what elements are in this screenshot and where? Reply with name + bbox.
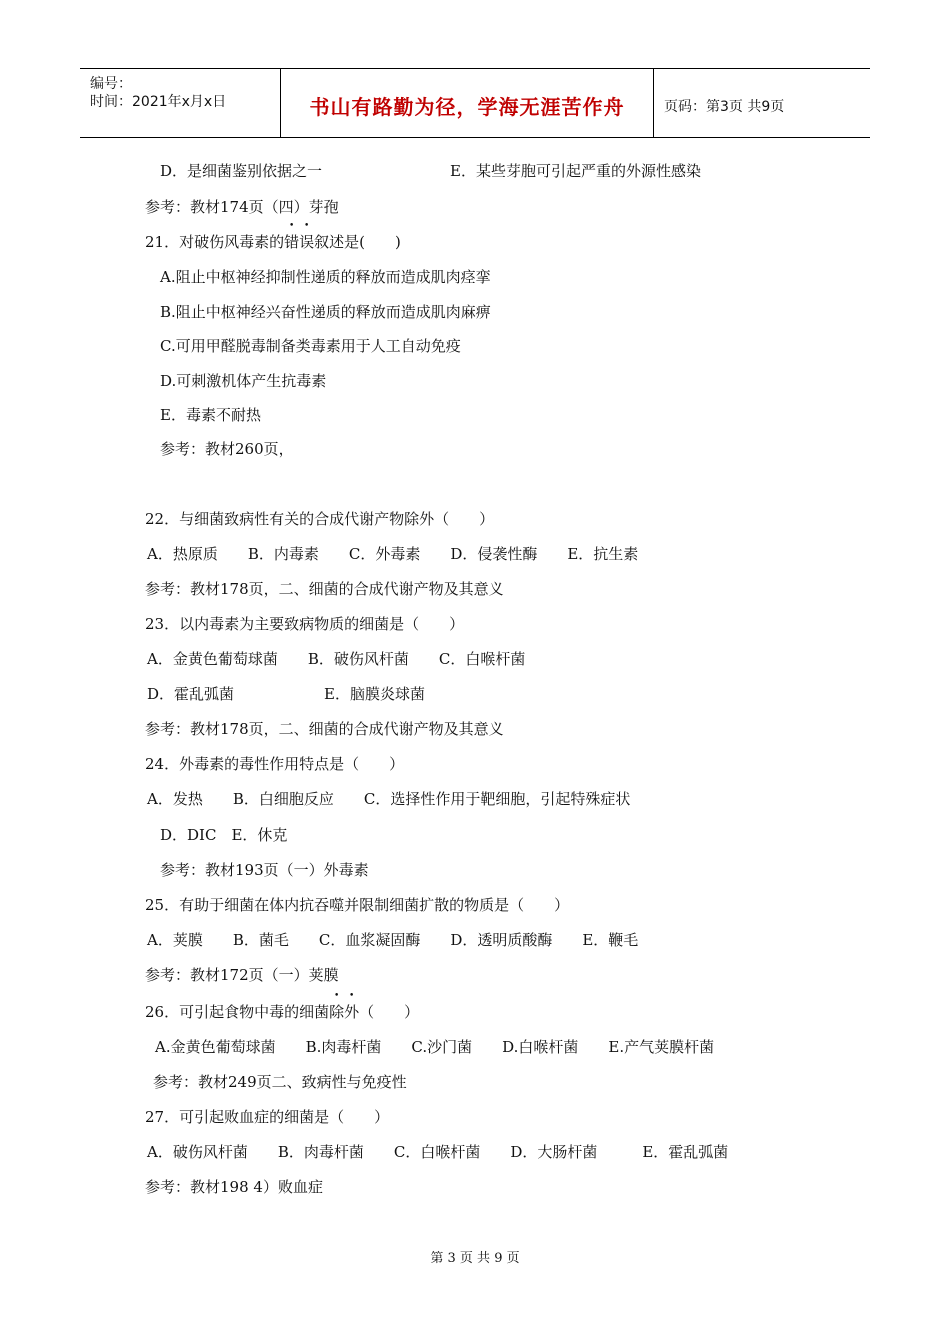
q26-emphasis-char-2: 外 xyxy=(344,1003,360,1021)
q21-emphasis-char-2: 误 xyxy=(299,233,315,251)
q23-reference: 参考：教材178页，二、细菌的合成代谢产物及其意义 xyxy=(145,720,504,738)
q25-question: 25．有助于细菌在体内抗吞噬并限制细菌扩散的物质是（ ） xyxy=(145,896,570,914)
q21-reference: 参考：教材260页， xyxy=(160,440,294,458)
header-middle-cell xyxy=(281,69,654,137)
q21-emphasis-char-1: 错 xyxy=(284,233,300,251)
q20-option-e: E．某些芽胞可引起严重的外源性感染 xyxy=(450,162,701,180)
page-footer: 第 3 页 共 9 页 xyxy=(430,1251,520,1266)
page-header xyxy=(80,68,870,138)
q22-question: 22．与细菌致病性有关的合成代谢产物除外（ ） xyxy=(145,510,495,528)
q20-reference: 参考：教材174页（四）芽孢 xyxy=(145,198,339,216)
q25-reference: 参考：教材172页（一）荚膜 xyxy=(145,966,339,984)
q21-text-end: 叙述是( ) xyxy=(314,233,401,251)
q22-options: A．热原质 B．内毒素 C．外毒素 D．侵袭性酶 E．抗生素 xyxy=(147,545,639,563)
q21-option-c: C.可用甲醛脱毒制备类毒素用于人工自动免疫 xyxy=(160,337,461,355)
q27-reference: 参考：教材198 4）败血症 xyxy=(145,1178,323,1196)
q21-option-d: D.可刺激机体产生抗毒素 xyxy=(160,372,327,390)
q24-reference: 参考：教材193页（一）外毒素 xyxy=(160,861,369,879)
q27-question: 27．可引起败血症的细菌是（ ） xyxy=(145,1108,390,1126)
date-line: 时间：2021年x月x日 xyxy=(90,94,227,110)
header-left-cell xyxy=(80,69,281,137)
q26-text-start: 26．可引起食物中毒的细菌 xyxy=(145,1003,330,1021)
page-info: 页码：第3页 共9页 xyxy=(664,99,785,115)
q24-question: 24．外毒素的毒性作用特点是（ ） xyxy=(145,755,405,773)
number-label: 编号： xyxy=(90,76,132,92)
q21-option-b: B.阻止中枢神经兴奋性递质的释放而造成肌肉麻痹 xyxy=(160,303,491,321)
q23-options-row1: A．金黄色葡萄球菌 B．破伤风杆菌 C．白喉杆菌 xyxy=(147,650,526,668)
q21-option-a: A.阻止中枢神经抑制性递质的释放而造成肌肉痉挛 xyxy=(160,268,491,286)
q24-options-row2: D．DIC E．休克 xyxy=(160,826,288,844)
q23-options-row2: D．霍乱弧菌 E．脑膜炎球菌 xyxy=(147,685,425,703)
q26-reference: 参考：教材249页二、致病性与免疫性 xyxy=(153,1073,407,1091)
q27-options: A．破伤风杆菌 B．肉毒杆菌 C．白喉杆菌 D．大肠杆菌 E．霍乱弧菌 xyxy=(147,1143,729,1161)
header-motto: 书山有路勤为径，学海无涯苦作舟 xyxy=(309,95,625,119)
q26-question xyxy=(145,1002,419,1022)
q21-option-e: E．毒素不耐热 xyxy=(160,406,261,424)
q26-emphasis-char-1: 除 xyxy=(329,1003,345,1021)
q22-reference: 参考：教材178页，二、细菌的合成代谢产物及其意义 xyxy=(145,580,504,598)
q25-options: A．荚膜 B．菌毛 C．血浆凝固酶 D．透明质酸酶 E．鞭毛 xyxy=(147,931,639,949)
q21-question xyxy=(145,232,401,252)
q21-text-start: 21．对破伤风毒素的 xyxy=(145,233,285,251)
q20-option-d: D．是细菌鉴别依据之一 xyxy=(160,162,323,180)
q23-question: 23．以内毒素为主要致病物质的细菌是（ ） xyxy=(145,615,465,633)
q26-text-end: （ ） xyxy=(359,1003,420,1021)
header-right-cell xyxy=(654,69,870,137)
q24-options-row1: A．发热 B．白细胞反应 C．选择性作用于靶细胞，引起特殊症状 xyxy=(147,790,631,808)
q26-options: A.金黄色葡萄球菌 B.肉毒杆菌 C.沙门菌 D.白喉杆菌 E.产气荚膜杆菌 xyxy=(155,1038,715,1056)
